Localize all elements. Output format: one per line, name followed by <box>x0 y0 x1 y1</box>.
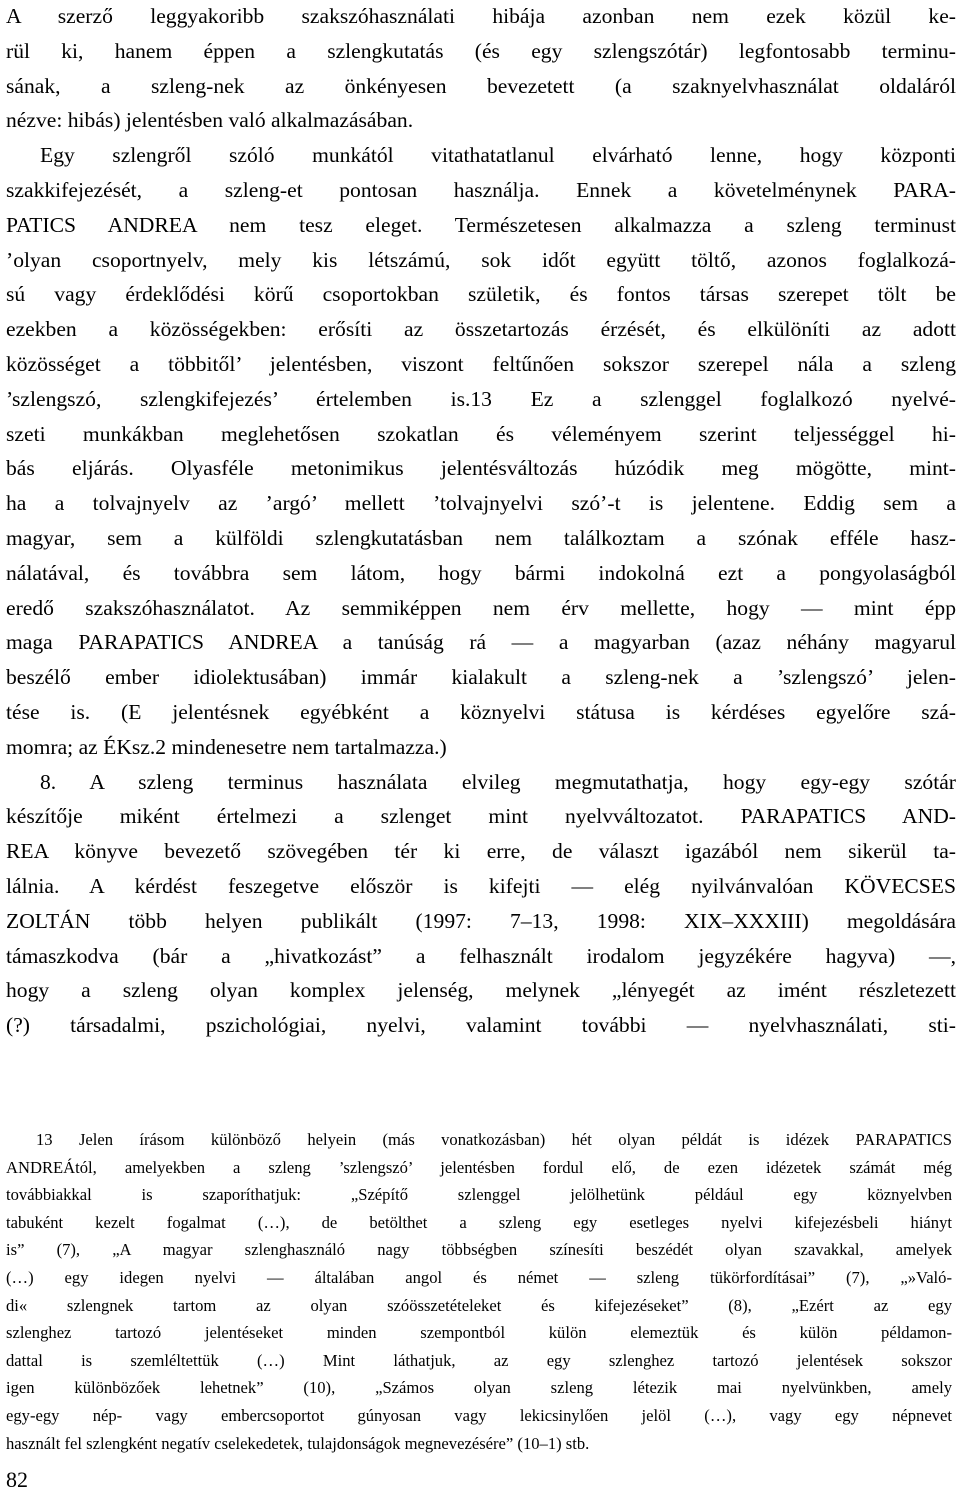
text-line: ezekben a közösségekben: erősíti az összetartozás érzését, és elkülöníti az adott <box>6 317 956 342</box>
text-line: sú vagy érdeklődési körű csoportokban születik, és fontos társas szerepet tölt be <box>6 282 956 307</box>
footnote-line: (…) egy idegen nyelvi — általában angol és német — szleng tükörfordításai” (7), „»Való- <box>6 1267 952 1287</box>
text-line: nálatával, és továbbra sem látom, hogy bármi indokolná ezt a pongyolaságból <box>6 560 956 585</box>
footnote-line: továbbiakkal is szaporíthatjuk: „Szépítő szlenggel jelölhetünk például egy köznyelvben <box>6 1185 952 1205</box>
text-line: Egy szlengről szóló munkától vitathatatlanul elvárható lenne, hogy központi <box>40 143 956 168</box>
text-line: maga PARAPATICS ANDREA a tanúság rá — a magyarban (azaz néhány magyarul <box>6 630 956 655</box>
text-line: tése is. (E jelentésnek egyébként a köznyelvi státusa is kérdéses egyelőre szá- <box>6 699 956 724</box>
text-line: eredő szakszóhasználatot. Az semmiképpen nem érv mellette, hogy — mint épp <box>6 595 956 620</box>
text-line: készítője miként értelmezi a szlenget mint nyelvváltozatot. PARAPATICS AND- <box>6 804 956 829</box>
text-line: beszélő ember idiolektusában) immár kialakult a szleng-nek a ’szlengszó’ jelen- <box>6 665 956 690</box>
text-line: hogy a szleng olyan komplex jelenség, melynek „lényegét az imént részletezett <box>6 978 956 1003</box>
text-line: momra; az ÉKsz.2 mindenesetre nem tartalmazza.) <box>6 734 447 759</box>
text-line: szakkifejezését, a szleng-et pontosan használja. Ennek a követelménynek PARA- <box>6 177 956 202</box>
footnote-line: di« szlengnek tartom az olyan szóösszetételeket és kifejezéseket” (8), „Ezért az egy <box>6 1295 952 1315</box>
text-line: szeti munkákban meglehetősen szokatlan és véleményem szerint teljességgel hi- <box>6 421 956 446</box>
text-line: nézve: hibás) jelentésben való alkalmazásában. <box>6 108 414 133</box>
footnote-line: is” (7), „A magyar szlenghasználó nagy többségben színesíti beszédét olyan szavakkal, amelyek <box>6 1240 952 1260</box>
footnote <box>6 1126 952 1457</box>
footnote-line: dattal is szemléltettük (…) Mint láthatjuk, az egy szlenghez tartozó jelentések sokszor <box>6 1350 952 1370</box>
text-line: (?) társadalmi, pszichológiai, nyelvi, valamint további — nyelvhasználati, sti- <box>6 1013 956 1038</box>
text-line: közösséget a többitől’ jelentésben, viszont feltűnően sokszor szerepel nála a szleng <box>6 351 956 376</box>
text-line: sának, a szleng-nek az önkényesen bevezetett (a szaknyelvhasználat oldaláról <box>6 73 956 98</box>
text-line: 8. A szleng terminus használata elvileg megmutathatja, hogy egy-egy szótár <box>40 769 956 794</box>
footnote-line: igen különbözőek lehetnek” (10), „Számos olyan szleng létezik mai nyelvünkben, amely <box>6 1378 952 1398</box>
text-line: ’szlengszó, szlengkifejezés’ értelemben is.13 Ez a szlenggel foglalkozó nyelvé- <box>6 386 956 411</box>
text-line: támaszkodva (bár a „hivatkozást” a felhasznált irodalom jegyzékére hagyva) —, <box>6 943 956 968</box>
text-line: magyar, sem a külföldi szlengkutatásban nem találkoztam a szónak efféle hasz- <box>6 525 956 550</box>
text-line: ha a tolvajnyelv az ’argó’ mellett ’tolvajnyelvi szó’-t is jelentene. Eddig sem a <box>6 491 956 516</box>
text-line: rül ki, hanem éppen a szlengkutatás (és egy szlengszótár) legfontosabb terminu- <box>6 38 956 63</box>
text-line: ZOLTÁN több helyen publikált (1997: 7–13, 1998: XIX–XXXIII) megoldására <box>6 908 956 933</box>
text-line: lálnia. A kérdést feszegetve először is kifejti — elég nyilvánvalóan KÖVECSES <box>6 873 956 898</box>
footnote-line: szlenghez tartozó jelentéseket minden szempontból külön elemeztük és külön példamon- <box>6 1323 952 1343</box>
text-line: REA könyve bevezető szövegében tér ki erre, de választ igazából nem sikerül ta- <box>6 839 956 864</box>
text-line: A szerző leggyakoribb szakszóhasználati hibája azonban nem ezek közül ke- <box>6 4 956 28</box>
page-number: 82 <box>6 1467 28 1492</box>
text-line: ’olyan csoportnyelv, mely kis létszámú, sok időt együtt töltő, azonos foglalkozá- <box>6 247 956 272</box>
footnote-line: használt fel szlengként negatív cselekedetek, tulajdonságok megnevezésére” (10–1) stb. <box>6 1433 590 1453</box>
footnote-line: egy-egy nép- vagy embercsoportot gúnyosan vagy lekicsinylően jelöl (…), vagy egy népnevet <box>6 1405 952 1425</box>
footnote-line: ANDREÁtól, amelyekben a szleng ’szlengszó’ jelentésben fordul elő, de ezen idézetek számát még <box>6 1157 952 1177</box>
footnote-line: tabuként kezelt fogalmat (…), de betölthet a szleng egy esetleges nyelvi kifejezésbeli hiányt <box>6 1212 952 1232</box>
text-line: bás eljárás. Olyasféle metonimikus jelentésváltozás húzódik meg mögötte, mint- <box>6 456 956 481</box>
footnote-line: 13 Jelen írásom különböző helyein (más vonatkozásban) hét olyan példát is idézek PARAPATICS <box>36 1130 952 1149</box>
text-line: PATICS ANDREA nem tesz eleget. Természetesen alkalmazza a szleng terminust <box>6 212 956 237</box>
main-text <box>6 0 956 1043</box>
